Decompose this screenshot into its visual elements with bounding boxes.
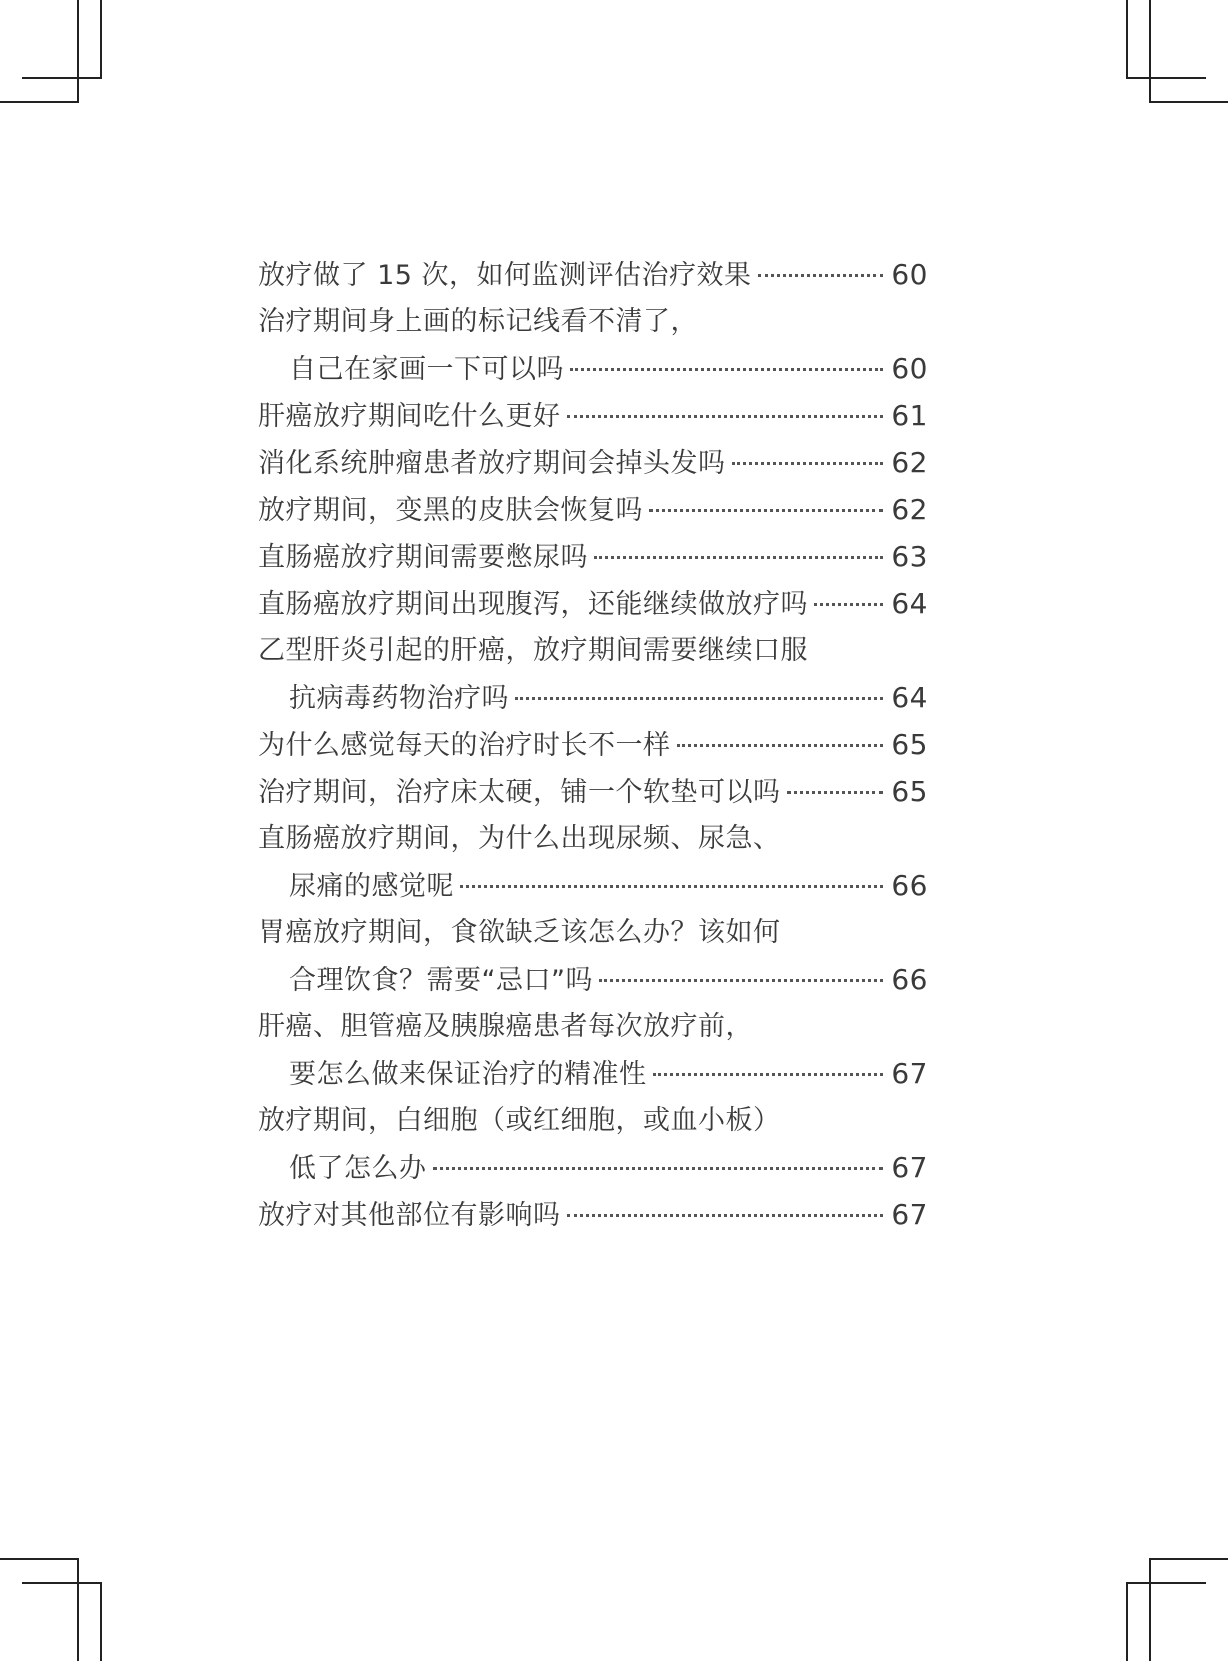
- toc-dot-leader: [758, 274, 884, 277]
- toc-entry[interactable]: [258, 721, 928, 768]
- toc-page-number: 64: [891, 681, 928, 714]
- toc-page-number: 62: [891, 493, 928, 526]
- toc-page-number: 64: [891, 587, 928, 620]
- toc-entry[interactable]: [258, 1097, 928, 1191]
- toc-entry-line: [258, 768, 928, 815]
- toc-entry-line: [258, 1144, 928, 1191]
- toc-dot-leader: [599, 979, 883, 982]
- toc-page-number: 67: [891, 1057, 928, 1090]
- toc-dot-leader: [594, 556, 883, 559]
- toc-page-number: 61: [891, 399, 928, 432]
- toc-entry-title: 直肠癌放疗期间需要憋尿吗: [258, 542, 588, 573]
- toc-entry[interactable]: [258, 251, 928, 298]
- toc-entry-line: [258, 298, 928, 345]
- toc-page-number: 67: [891, 1151, 928, 1184]
- toc-entry[interactable]: [258, 1003, 928, 1097]
- toc-entry-line: [258, 1003, 928, 1050]
- toc-entry[interactable]: [258, 627, 928, 721]
- toc-entry-line: [258, 486, 928, 533]
- toc-dot-leader: [787, 791, 884, 794]
- toc-entry-title: 合理饮食？需要“忌口”吗: [289, 965, 593, 996]
- toc-entry-title: 治疗期间身上画的标记线看不清了，: [258, 306, 698, 337]
- toc-entry-title: 治疗期间，治疗床太硬，铺一个软垫可以吗: [258, 777, 781, 808]
- toc-entry-title: 放疗期间，变黑的皮肤会恢复吗: [258, 495, 643, 526]
- toc-entry[interactable]: [258, 392, 928, 439]
- toc-entry-title: 放疗做了 15 次，如何监测评估治疗效果: [258, 260, 752, 291]
- toc-entry-line: [258, 392, 928, 439]
- toc-entry-line: [258, 862, 928, 909]
- toc-dot-leader: [567, 1214, 884, 1217]
- toc-entry-line: [258, 956, 928, 1003]
- toc-page-number: 65: [891, 728, 928, 761]
- toc-entry-title: 直肠癌放疗期间出现腹泻，还能继续做放疗吗: [258, 589, 808, 620]
- toc-dot-leader: [570, 368, 883, 371]
- toc-entry[interactable]: [258, 486, 928, 533]
- toc-page-number: 67: [891, 1198, 928, 1231]
- toc-entry-title: 肝癌放疗期间吃什么更好: [258, 401, 561, 432]
- toc-entry[interactable]: [258, 815, 928, 909]
- toc-entry[interactable]: [258, 768, 928, 815]
- toc-entry-line: [258, 1191, 928, 1238]
- toc-dot-leader: [649, 509, 883, 512]
- toc-entry-title: 胃癌放疗期间，食欲缺乏该怎么办？该如何: [258, 917, 781, 948]
- toc-page-number: 60: [891, 258, 928, 291]
- toc-entry-line: [258, 345, 928, 392]
- toc-page-number: 66: [891, 869, 928, 902]
- toc-entry-line: [258, 627, 928, 674]
- toc-dot-leader: [433, 1167, 884, 1170]
- toc-dot-leader: [653, 1073, 884, 1076]
- toc-page-number: 66: [891, 963, 928, 996]
- toc-entry-line: [258, 533, 928, 580]
- toc-entry-line: [258, 674, 928, 721]
- toc-entry[interactable]: [258, 580, 928, 627]
- toc-entry-title: 乙型肝炎引起的肝癌，放疗期间需要继续口服: [258, 635, 808, 666]
- toc-entry-title: 放疗对其他部位有影响吗: [258, 1200, 561, 1231]
- toc-entry-line: [258, 909, 928, 956]
- toc-entry-title: 消化系统肿瘤患者放疗期间会掉头发吗: [258, 448, 726, 479]
- toc-entry-line: [258, 1097, 928, 1144]
- toc-dot-leader: [460, 885, 883, 888]
- toc-entry[interactable]: [258, 1191, 928, 1238]
- toc-entry-title: 尿痛的感觉呢: [289, 871, 454, 902]
- toc-entry-line: [258, 1050, 928, 1097]
- toc-entry-line: [258, 439, 928, 486]
- toc-entry[interactable]: [258, 909, 928, 1003]
- toc-entry-title: 低了怎么办: [289, 1153, 427, 1184]
- toc-entry[interactable]: [258, 298, 928, 392]
- toc-page-number: 62: [891, 446, 928, 479]
- toc-entry-title: 抗病毒药物治疗吗: [289, 683, 509, 714]
- toc-entry-line: [258, 815, 928, 862]
- toc-entry[interactable]: [258, 533, 928, 580]
- toc-entry-title: 为什么感觉每天的治疗时长不一样: [258, 730, 671, 761]
- toc-dot-leader: [515, 697, 883, 700]
- toc-entry-title: 自己在家画一下可以吗: [289, 354, 564, 385]
- toc-dot-leader: [732, 462, 884, 465]
- toc-dot-leader: [814, 603, 883, 606]
- toc-entry-line: [258, 251, 928, 298]
- toc-page-number: 63: [891, 540, 928, 573]
- table-of-contents: [258, 251, 928, 1238]
- toc-entry-line: [258, 580, 928, 627]
- toc-entry-title: 放疗期间，白细胞（或红细胞，或血小板）: [258, 1105, 781, 1136]
- toc-page-number: 65: [891, 775, 928, 808]
- toc-entry-title: 直肠癌放疗期间，为什么出现尿频、尿急、: [258, 823, 781, 854]
- toc-dot-leader: [567, 415, 884, 418]
- toc-entry-line: [258, 721, 928, 768]
- toc-entry-title: 肝癌、胆管癌及胰腺癌患者每次放疗前，: [258, 1011, 753, 1042]
- toc-dot-leader: [677, 744, 884, 747]
- toc-entry[interactable]: [258, 439, 928, 486]
- toc-page-number: 60: [891, 352, 928, 385]
- toc-entry-title: 要怎么做来保证治疗的精准性: [289, 1059, 647, 1090]
